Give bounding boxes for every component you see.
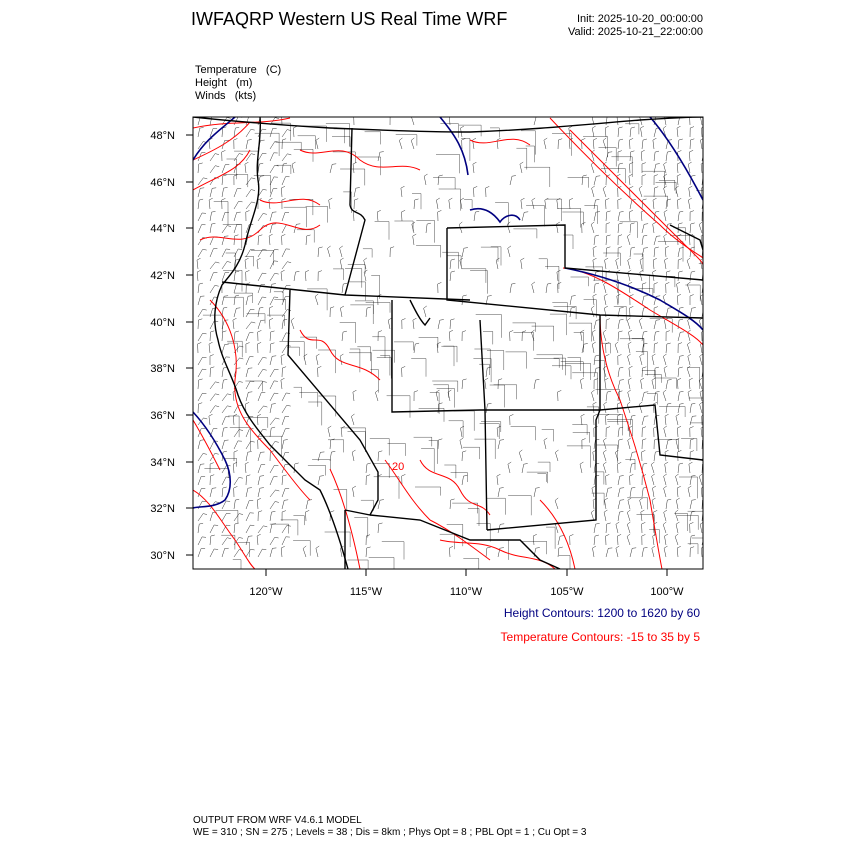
lat-label-48: 48°N <box>150 130 175 142</box>
wind-barbs <box>197 114 708 557</box>
lat-label-38: 38°N <box>150 363 175 375</box>
field-height: Height (m) <box>195 77 253 89</box>
footer-config: WE = 310 ; SN = 275 ; Levels = 38 ; Dis = 8km ; Phys Opt = 8 ; PBL Opt = 1 ; Cu Opt = 3 <box>193 827 587 838</box>
lat-label-30: 30°N <box>150 550 175 562</box>
footer-model: OUTPUT FROM WRF V4.6.1 MODEL <box>193 815 362 826</box>
lat-label-36: 36°N <box>150 410 175 422</box>
model-footer <box>193 815 586 839</box>
lat-label-40: 40°N <box>150 317 175 329</box>
lon-label-100: 100°W <box>650 586 684 598</box>
map-title: IWFAQRP Western US Real Time WRF <box>191 9 508 29</box>
temp-contour-label: 20 <box>392 461 405 473</box>
lat-axis <box>186 135 193 555</box>
lat-label-44: 44°N <box>150 223 175 235</box>
temperature-contour-note: Temperature Contours: -15 to 35 by 5 <box>500 630 700 644</box>
lon-label-110: 110°W <box>449 586 483 598</box>
field-winds: Winds (kts) <box>195 90 257 102</box>
height-contour-note: Height Contours: 1200 to 1620 by 60 <box>503 606 700 620</box>
lon-label-105: 105°W <box>550 586 584 598</box>
lat-label-46: 46°N <box>150 177 175 189</box>
lon-label-120: 120°W <box>249 586 283 598</box>
valid-time: Valid: 2025-10-21_22:00:00 <box>568 26 703 38</box>
temperature-contours <box>193 118 703 569</box>
lon-axis <box>266 569 667 576</box>
state-boundaries <box>193 117 703 569</box>
field-temperature: Temperature (C) <box>195 64 282 76</box>
lat-label-34: 34°N <box>150 457 175 469</box>
lon-label-115: 115°W <box>349 586 383 598</box>
init-time: Init: 2025-10-20_00:00:00 <box>577 13 703 25</box>
lat-label-32: 32°N <box>150 503 175 515</box>
lat-label-42: 42°N <box>150 270 175 282</box>
county-lines <box>203 123 721 579</box>
map-frame <box>193 117 703 569</box>
